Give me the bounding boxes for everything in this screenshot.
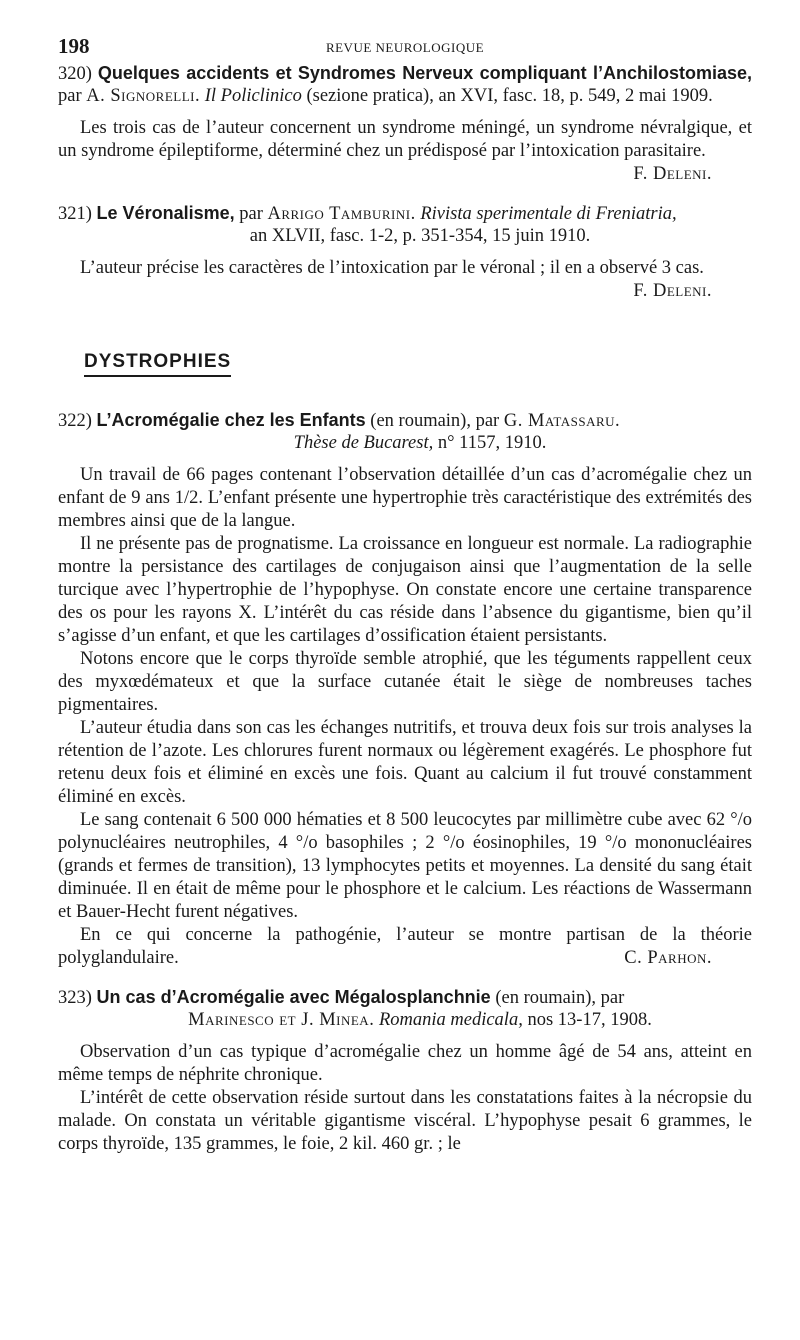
entry-title: Le Véronalisme, [96, 203, 235, 223]
entry-title: Un cas d’Acromégalie avec Mégalosplanchnie [96, 987, 491, 1007]
paragraph: Observation d’un cas typique d’acromégalie chez un homme âgé de 54 ans, atteint en même temps de néphrite chronique. [58, 1042, 752, 1085]
entry-source: Il Policlinico [204, 86, 302, 106]
journal-title: REVUE NEUROLOGIQUE [325, 40, 485, 55]
paragraph: Il ne présente pas de prognatisme. La croissance en longueur est normale. La radiographie montre la persistance des cartilages de conjugaison ainsi que l’augmentation de la selle turcique avec l’hypertrophie de l’hypophyse. On constate encore une certaine transparence des os pour les rayons X. L’intérêt du cas réside dans l’absence du gigantisme, bien qu’il s’agisse d’un enfant, et que les cartilages d’ossification étaient persistants. [58, 534, 752, 646]
running-head [58, 34, 752, 60]
entry-heading [58, 202, 752, 247]
page-number: 198 [58, 34, 90, 58]
entry-body: L’auteur précise les caractères de l’intoxication par le véronal ; il en a observé 3 cas. F. Deleni. [80, 258, 712, 301]
entry-language: (en roumain), par [495, 988, 625, 1008]
entry-author: Arrigo Tamburini. [267, 204, 416, 224]
entry-by: par [58, 86, 82, 106]
entry-authors: Marinesco et J. Minea. [188, 1010, 375, 1030]
entry-source: Thèse de Bucarest, [293, 433, 434, 453]
page [58, 34, 752, 1156]
entry-body: Les trois cas de l’auteur concernent un syndrome méningé, un syndrome névralgique, et un syndrome épileptiforme, déterminé chez un prédisposé par l’intoxication parasitaire. F. Deleni. [58, 118, 752, 184]
entry-heading [58, 62, 752, 107]
paragraph: Notons encore que le corps thyroïde semble atrophié, que les téguments rappellent ceux des myxœdémateux et que la surface cutanée était le siège de nombreuses taches pigmentaires. [58, 649, 752, 715]
entry-title: Quelques accidents et Syndromes Nerveux compliquant l’Anchilostomiase, [97, 63, 752, 83]
entry-321 [58, 202, 752, 303]
entry-by: par [239, 204, 263, 224]
signature: C. Parhon. [624, 948, 712, 968]
entry-details: nos 13-17, 1908. [527, 1010, 652, 1030]
entry-320 [58, 62, 752, 186]
entry-source: Romania medicala, [378, 1010, 523, 1030]
signature: F. Deleni. [633, 164, 712, 184]
entry-author: A. Signorelli. [86, 86, 201, 106]
entry-details: (sezione pratica), an XVI, fasc. 18, p. 549, 2 mai 1909. [306, 86, 713, 106]
paragraph: Un travail de 66 pages contenant l’observation détaillée d’un cas d’acromégalie chez un enfant de 9 ans 1/2. L’enfant présente une hypertrophie très caractéristique des extrémités des membres ainsi que de la langue. [58, 465, 752, 531]
entry-number: 321) [58, 204, 92, 224]
entry-details: an XLVII, fasc. 1-2, p. 351-354, 15 juin 1910. [249, 226, 591, 246]
signature: F. Deleni. [633, 281, 712, 301]
entry-number: 322) [58, 411, 92, 431]
entry-author: G. Matassaru. [503, 411, 621, 431]
entry-322 [58, 409, 752, 970]
entry-number: 323) [58, 988, 92, 1008]
paragraph: En ce qui concerne la pathogénie, l’auteur se montre partisan de la théorie polyglandulaire. C. Parhon. [58, 925, 752, 968]
paragraph: L’auteur étudia dans son cas les échanges nutritifs, et trouva deux fois sur trois analyses la rétention de l’azote. Les chlorures furent normaux ou légèrement exagérés. Le phosphore fut retenu deux fois et éliminé en excès une fois. Quant au calcium il fut trouvé constamment éliminé en excès. [58, 718, 752, 807]
entry-details: n° 1157, 1910. [437, 433, 547, 453]
entry-heading [58, 986, 752, 1031]
entry-source: Rivista sperimentale di Freniatria, [420, 204, 677, 224]
entry-language: (en roumain), par [370, 411, 500, 431]
section-heading: DYSTROPHIES [84, 351, 231, 377]
entry-number: 320) [58, 64, 92, 84]
entry-title: L’Acromégalie chez les Enfants [96, 410, 366, 430]
paragraph: L’intérêt de cette observation réside surtout dans les constatations faites à la nécropsie du malade. On constata un véritable gigantisme viscéral. L’hypophyse pesait 6 grammes, le corps thyroïde, 135 grammes, le foie, 2 kil. 460 gr. ; le [58, 1088, 752, 1154]
paragraph: Le sang contenait 6 500 000 hématies et 8 500 leucocytes par millimètre cube avec 62 °/o polynucléaires neutrophiles, 4 °/o basophiles ; 2 °/o éosinophiles, 19 °/o mononucléaires (grands et fermes de transition), 13 lymphocytes petits et moyennes. La densité du sang était diminuée. Il en était de même pour le phosphore et le calcium. Les réactions de Wassermann et Bauer-Hecht furent négatives. [58, 810, 752, 922]
entry-heading [58, 409, 752, 454]
entry-323 [58, 986, 752, 1156]
